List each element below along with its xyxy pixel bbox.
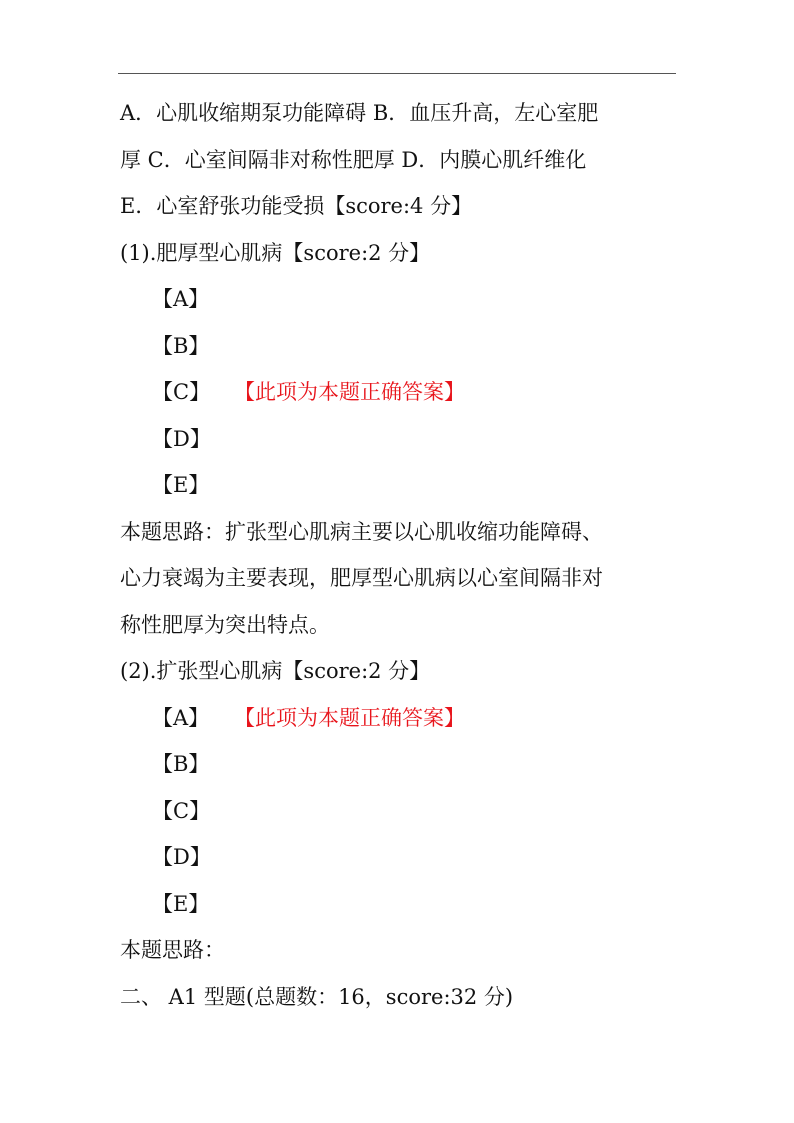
correct-answer-tag: 【此项为本题正确答案】: [234, 380, 465, 404]
option-label: 【D】: [152, 845, 211, 869]
shared-options-line-2: 厚 C．心室间隔非对称性肥厚 D．内膜心肌纤维化: [120, 147, 587, 172]
question-1-option-e: [120, 462, 680, 509]
question-2-option-c: [120, 788, 680, 835]
option-label: 【D】: [152, 426, 211, 451]
question-1-title: (1).肥厚型心肌病【score:2 分】: [120, 240, 431, 265]
option-label: 【B】: [152, 333, 210, 358]
correct-answer-tag: 【此项为本题正确答案】: [234, 705, 465, 730]
question-2-title: (2).扩张型心肌病【score:2 分】: [120, 659, 431, 683]
question-2-option-a: [120, 695, 680, 742]
question-1-explanation-line-1: 本题思路：扩张型心肌病主要以心肌收缩功能障碍、: [120, 519, 603, 544]
question-1-option-b: [120, 323, 680, 370]
question-2-option-d: [120, 834, 680, 881]
shared-options-line-3: E．心室舒张功能受损【score:4 分】: [120, 194, 473, 218]
question-1-option-d: [120, 416, 680, 463]
option-label: 【C】: [152, 380, 211, 404]
option-label: 【E】: [152, 891, 210, 916]
header-rule: [118, 73, 676, 74]
option-label: 【B】: [152, 752, 210, 776]
question-1-explanation-line-3: 称性肥厚为突出特点。: [120, 612, 330, 637]
question-2-option-e: [120, 881, 680, 928]
question-1-option-c: [120, 369, 680, 416]
question-2-explanation: 本题思路：: [120, 938, 225, 962]
option-label: 【A】: [152, 705, 210, 730]
document-body: [120, 90, 680, 1020]
option-label: 【A】: [152, 287, 210, 311]
question-1-explanation-line-2: 心力衰竭为主要表现，肥厚型心肌病以心室间隔非对: [120, 566, 603, 590]
question-2-option-b: [120, 741, 680, 788]
section-heading: 二、 A1 型题(总题数：16，score:32 分): [120, 984, 514, 1009]
option-label: 【E】: [152, 473, 210, 497]
option-label: 【C】: [152, 798, 211, 823]
shared-options-line-1: A．心肌收缩期泵功能障碍 B．血压升高，左心室肥: [120, 101, 599, 125]
question-1-option-a: [120, 276, 680, 323]
